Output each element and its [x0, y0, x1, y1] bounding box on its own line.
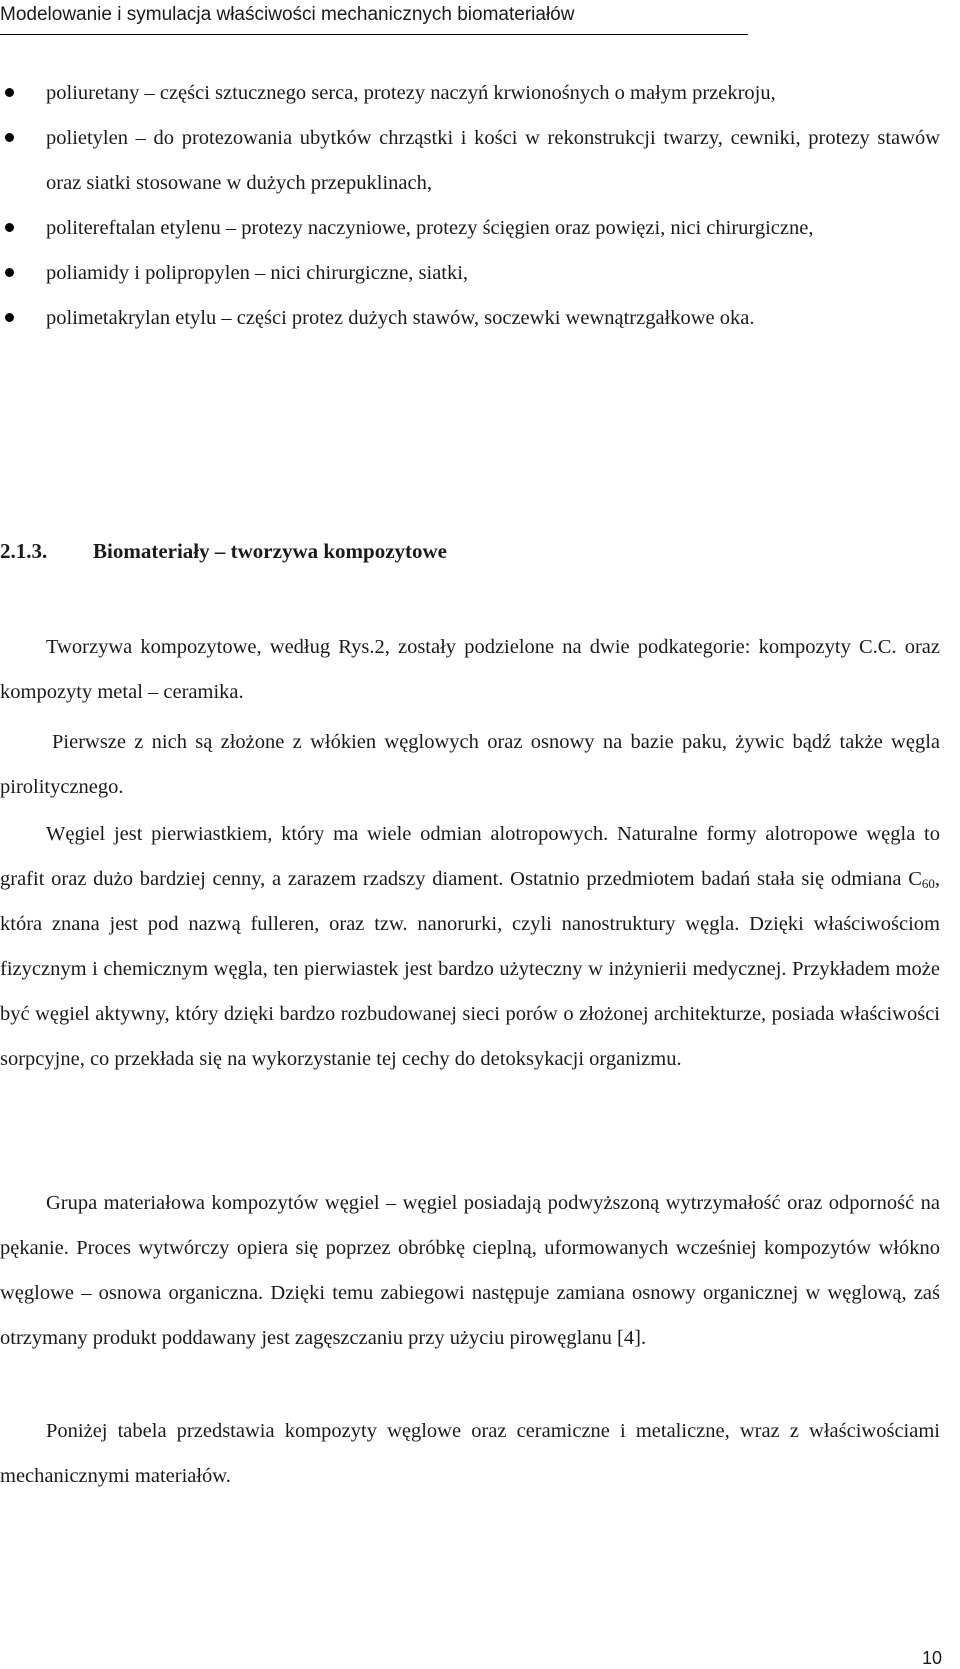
list-item-text: politereftalan etylenu – protezy naczyniowe, protezy ścięgien oraz powięzi, nici chirurgiczne,	[46, 217, 814, 239]
section-number: 2.1.3.	[0, 539, 48, 563]
paragraph-4	[0, 1181, 940, 1361]
paragraph-5	[0, 1409, 940, 1499]
bullet-icon	[5, 88, 14, 97]
list-item-text: poliuretany – części sztucznego serca, protezy naczyń krwionośnych o małym przekroju,	[46, 82, 776, 104]
list-item-text: polimetakrylan etylu – części protez dużych stawów, soczewki wewnątrzgałkowe oka.	[46, 307, 755, 329]
list-item-text: polietylen – do protezowania ubytków chrząstki i kości w rekonstrukcji twarzy, cewniki, protezy stawów oraz siatki stosowane w dużych przepuklinach,	[46, 127, 940, 194]
section-title: Biomateriały – tworzywa kompozytowe	[93, 539, 448, 563]
bullet-list	[0, 71, 940, 341]
running-header: Modelowanie i symulacja właściwości mechanicznych biomateriałów	[0, 0, 748, 35]
bullet-icon	[5, 133, 14, 142]
list-item	[0, 116, 940, 206]
paragraph-text: Grupa materiałowa kompozytów węgiel – węgiel posiadają podwyższoną wytrzymałość oraz odporność na pękanie. Proces wytwórczy opiera się poprzez obróbkę cieplną, uformowanych wcześniej kompozytów włókno węglowe – osnowa organiczna. Dzięki temu zabiegowi następuje zamiana osnowy organicznej w węglową, zaś otrzymany produkt poddawany jest zagęszczaniu przy użyciu pirowęglanu [4].	[0, 1192, 940, 1349]
bullet-icon	[5, 313, 14, 322]
list-item	[0, 251, 940, 296]
paragraph-text: Pierwsze z nich są złożone z włókien węglowych oraz osnowy na bazie paku, żywic bądź także węgla pirolitycznego.	[0, 731, 940, 798]
subscript: 60	[921, 876, 935, 891]
list-item-text: poliamidy i polipropylen – nici chirurgiczne, siatki,	[46, 262, 469, 284]
paragraph-3	[0, 812, 940, 1082]
paragraph-2	[0, 720, 940, 810]
list-item	[0, 296, 940, 341]
paragraph-text: , która znana jest pod nazwą fulleren, oraz tzw. nanorurki, czyli nanostruktury węgla. Dzięki właściwościom fizycznym i chemicznym węgla, ten pierwiastek jest bardzo użyteczny w inżynierii medycznej. Przykładem może być węgiel aktywny, który dzięki bardzo rozbudowanej sieci porów o złożonej architekturze, posiada właściwości sorpcyjne, co przekłada się na wykorzystanie tej cechy do detoksykacji organizmu.	[0, 868, 940, 1070]
list-item	[0, 206, 940, 251]
page-number: 10	[921, 1648, 942, 1668]
paragraph-text: Poniżej tabela przedstawia kompozyty węglowe oraz ceramiczne i metaliczne, wraz z właściwościami mechanicznymi materiałów.	[0, 1420, 940, 1487]
list-item	[0, 71, 940, 116]
paragraph-text: Węgiel jest pierwiastkiem, który ma wiele odmian alotropowych. Naturalne formy alotropowe węgla to grafit oraz dużo bardziej cenny, a zarazem rzadszy diament. Ostatnio przedmiotem badań stała się odmiana C	[0, 823, 940, 890]
paragraph-text: Tworzywa kompozytowe, według Rys.2, zostały podzielone na dwie podkategorie: kompozyty C.C. oraz kompozyty metal – ceramika.	[0, 636, 940, 703]
paragraph-1	[0, 625, 940, 715]
bullet-icon	[5, 268, 14, 277]
section-heading	[0, 539, 447, 564]
bullet-icon	[5, 223, 14, 232]
